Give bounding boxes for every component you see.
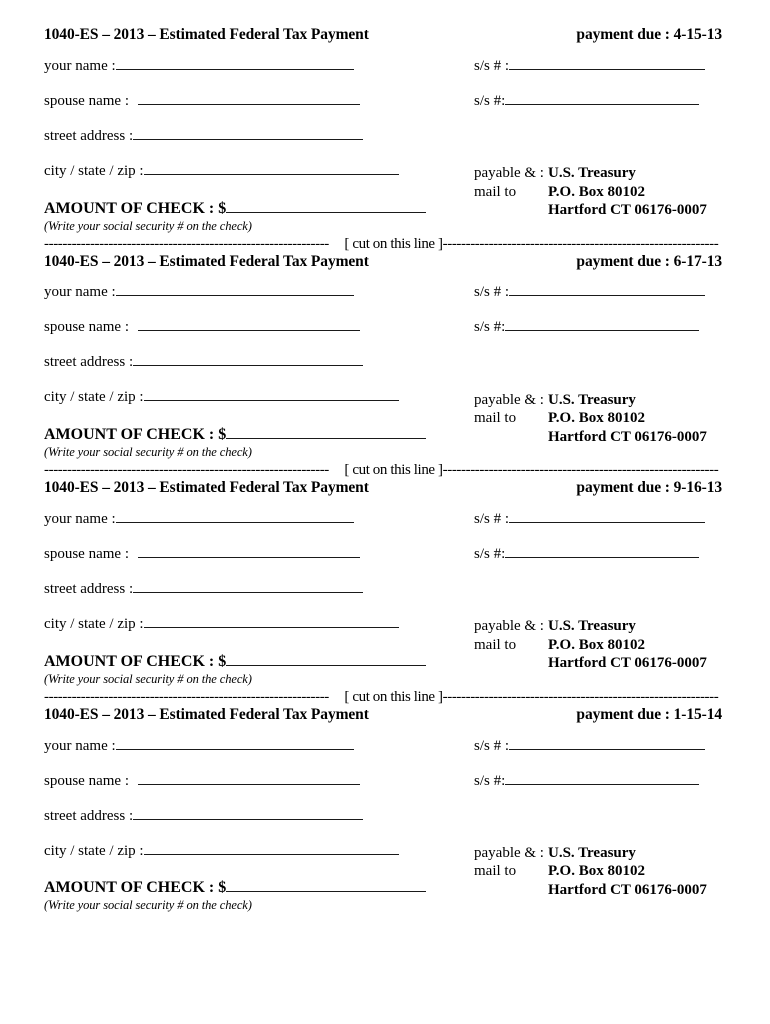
mail-to-line [474, 636, 707, 655]
ss-number-1-label: s/s # : [474, 57, 510, 74]
payee-po-box: P.O. Box 80102 [548, 410, 645, 427]
your-name-label: your name : [44, 284, 116, 301]
ss-number-1-label: s/s # : [474, 737, 510, 754]
payee-address-line [474, 881, 707, 900]
city-state-zip-field[interactable] [44, 388, 474, 407]
street-address-field[interactable] [44, 579, 474, 598]
street-address-label: street address : [44, 580, 134, 597]
city-state-zip-input[interactable] [144, 161, 399, 175]
street-address-input[interactable] [133, 579, 363, 593]
field-row-spouse-name [44, 318, 726, 353]
cut-dashes-right: ------------------------------------------------------------ [442, 688, 719, 705]
street-address-field[interactable] [44, 353, 474, 372]
voucher-section-4 [44, 706, 726, 914]
payee-address-spacer [474, 201, 548, 220]
cut-dashes-left: -------------------------------------------------------------- [44, 462, 329, 479]
street-address-input[interactable] [133, 353, 363, 367]
voucher-body [44, 736, 726, 914]
street-address-input[interactable] [133, 126, 363, 140]
voucher-section-3 [44, 479, 726, 706]
payable-mail-to-block [474, 617, 707, 673]
your-name-field[interactable] [44, 736, 474, 755]
mail-to-label: mail to [474, 636, 517, 653]
payee-city-state-zip: Hartford CT 06176-0007 [548, 881, 707, 898]
payee-address-spacer [474, 654, 548, 673]
ss-number-1-field[interactable] [474, 736, 705, 755]
form-title: 1040-ES – 2013 – Estimated Federal Tax Payment [44, 479, 369, 497]
field-row-your-name [44, 736, 726, 771]
payment-due-date: payment due : 6-17-13 [576, 252, 722, 270]
spouse-name-field[interactable] [44, 544, 474, 563]
voucher-body [44, 283, 726, 461]
field-row-your-name [44, 509, 726, 544]
voucher-section-2 [44, 253, 726, 480]
payee-name: U.S. Treasury [548, 391, 636, 408]
payee-po-box: P.O. Box 80102 [548, 863, 645, 880]
voucher-header [44, 253, 726, 271]
ss-number-2-label: s/s #: [474, 92, 506, 109]
payee-address-line [474, 428, 707, 447]
street-address-label: street address : [44, 807, 134, 824]
payee-city-state-zip: Hartford CT 06176-0007 [548, 655, 707, 672]
your-name-label: your name : [44, 57, 116, 74]
payment-due-date: payment due : 1-15-14 [576, 705, 722, 723]
field-row-spouse-name [44, 91, 726, 126]
street-address-field[interactable] [44, 806, 474, 825]
payable-line [474, 617, 707, 636]
ss-number-2-field[interactable] [474, 544, 699, 563]
amount-of-check-label: AMOUNT OF CHECK : $ [44, 652, 227, 670]
city-state-zip-field[interactable] [44, 841, 474, 860]
payable-line [474, 164, 707, 183]
ss-number-1-input[interactable] [509, 283, 705, 297]
ss-number-1-input[interactable] [509, 736, 705, 750]
social-security-note: (Write your social security # on the check) [44, 218, 252, 233]
cut-dashes-right: ------------------------------------------------------------ [442, 235, 719, 252]
field-row-spouse-name [44, 544, 726, 579]
payable-line [474, 844, 707, 863]
city-state-zip-label: city / state / zip : [44, 162, 144, 179]
field-row-your-name [44, 283, 726, 318]
ss-number-1-label: s/s # : [474, 510, 510, 527]
your-name-label: your name : [44, 737, 116, 754]
mail-to-line [474, 862, 707, 881]
ss-number-2-label: s/s #: [474, 772, 506, 789]
ss-number-2-input[interactable] [505, 771, 699, 785]
payable-mail-to-block [474, 391, 707, 447]
form-title: 1040-ES – 2013 – Estimated Federal Tax Payment [44, 26, 369, 43]
spouse-name-input[interactable] [138, 544, 360, 558]
ss-number-2-label: s/s #: [474, 319, 506, 336]
ss-number-1-label: s/s # : [474, 284, 510, 301]
payee-city-state-zip: Hartford CT 06176-0007 [548, 428, 707, 445]
amount-of-check-label: AMOUNT OF CHECK : $ [44, 879, 227, 897]
your-name-input[interactable] [116, 283, 354, 297]
payee-address-spacer [474, 428, 548, 447]
payable-to-label: payable & : [474, 391, 544, 408]
spouse-name-field[interactable] [44, 91, 474, 110]
payee-po-box: P.O. Box 80102 [548, 183, 645, 200]
spouse-name-input[interactable] [138, 771, 360, 785]
payable-to-label: payable & : [474, 165, 544, 181]
amount-of-check-input[interactable] [226, 198, 426, 213]
payee-city-state-zip: Hartford CT 06176-0007 [548, 202, 707, 218]
payable-line [474, 391, 707, 410]
spouse-name-label: spouse name : [44, 772, 133, 789]
amount-of-check-input[interactable] [226, 878, 426, 893]
city-state-zip-field[interactable] [44, 614, 474, 633]
ss-number-2-field[interactable] [474, 91, 699, 110]
cut-dashes-left: -------------------------------------------------------------- [44, 688, 329, 705]
ss-number-1-field[interactable] [474, 509, 705, 528]
your-name-input[interactable] [116, 56, 354, 70]
mail-to-line [474, 409, 707, 428]
payee-address-spacer [474, 881, 548, 900]
cut-line-label: [ cut on this line ] [344, 235, 443, 252]
ss-number-2-label: s/s #: [474, 545, 506, 562]
voucher-body [44, 509, 726, 687]
ss-number-2-input[interactable] [505, 318, 699, 332]
cut-line-label: [ cut on this line ] [344, 462, 443, 479]
city-state-zip-input[interactable] [144, 841, 399, 855]
payee-name: U.S. Treasury [548, 618, 636, 635]
payment-due-date: payment due : 9-16-13 [576, 479, 722, 497]
payee-address-line [474, 654, 707, 673]
ss-number-2-input[interactable] [505, 544, 699, 558]
payee-name: U.S. Treasury [548, 165, 636, 181]
street-address-field[interactable] [44, 126, 474, 145]
payable-to-label: payable & : [474, 618, 544, 635]
mail-to-label: mail to [474, 410, 517, 427]
field-row-your-name [44, 56, 726, 91]
amount-of-check-label: AMOUNT OF CHECK : $ [44, 199, 227, 217]
spouse-name-input[interactable] [138, 318, 360, 332]
payee-address-line [474, 201, 707, 220]
field-row-street-address [44, 126, 726, 161]
payment-due-date: payment due : 4-15-13 [576, 26, 722, 43]
ss-number-2-field[interactable] [474, 318, 699, 337]
cut-dashes-right: ------------------------------------------------------------ [442, 462, 719, 479]
your-name-input[interactable] [116, 509, 354, 523]
social-security-note: (Write your social security # on the check) [44, 445, 252, 460]
voucher-header [44, 479, 726, 497]
city-state-zip-label: city / state / zip : [44, 615, 144, 632]
cut-line-1 [44, 236, 726, 253]
spouse-name-label: spouse name : [44, 545, 133, 562]
street-address-input[interactable] [133, 806, 363, 820]
your-name-field[interactable] [44, 509, 474, 528]
ss-number-1-input[interactable] [509, 56, 705, 70]
spouse-name-field[interactable] [44, 318, 474, 337]
field-row-street-address [44, 579, 726, 614]
mail-to-label: mail to [474, 183, 517, 200]
voucher-header [44, 26, 726, 44]
payable-to-label: payable & : [474, 844, 544, 861]
field-row-street-address [44, 806, 726, 841]
your-name-input[interactable] [116, 736, 354, 750]
spouse-name-label: spouse name : [44, 319, 133, 336]
city-state-zip-input[interactable] [144, 614, 399, 628]
payee-name: U.S. Treasury [548, 844, 636, 861]
city-state-zip-label: city / state / zip : [44, 842, 144, 859]
cut-line-label: [ cut on this line ] [344, 688, 443, 705]
your-name-field[interactable] [44, 56, 474, 75]
city-state-zip-field[interactable] [44, 161, 474, 180]
spouse-name-label: spouse name : [44, 92, 133, 109]
voucher-section-1 [44, 26, 726, 253]
ss-number-2-input[interactable] [505, 91, 699, 105]
city-state-zip-input[interactable] [144, 388, 399, 402]
spouse-name-input[interactable] [138, 91, 360, 105]
voucher-header [44, 706, 726, 724]
your-name-label: your name : [44, 510, 116, 527]
street-address-label: street address : [44, 127, 134, 144]
cut-dashes-left: -------------------------------------------------------------- [44, 235, 329, 252]
spouse-name-field[interactable] [44, 771, 474, 790]
amount-of-check-input[interactable] [226, 651, 426, 666]
ss-number-1-input[interactable] [509, 509, 705, 523]
social-security-note: (Write your social security # on the check) [44, 671, 252, 686]
payable-mail-to-block [474, 164, 707, 220]
ss-number-2-field[interactable] [474, 771, 699, 790]
payee-po-box: P.O. Box 80102 [548, 636, 645, 653]
ss-number-1-field[interactable] [474, 283, 705, 302]
amount-of-check-input[interactable] [226, 425, 426, 440]
your-name-field[interactable] [44, 283, 474, 302]
form-title: 1040-ES – 2013 – Estimated Federal Tax Payment [44, 252, 369, 270]
mail-to-label: mail to [474, 863, 517, 880]
mail-to-line [474, 183, 707, 202]
cut-line-2 [44, 462, 726, 479]
payable-mail-to-block [474, 844, 707, 900]
amount-of-check-label: AMOUNT OF CHECK : $ [44, 426, 227, 444]
street-address-label: street address : [44, 354, 134, 371]
field-row-street-address [44, 353, 726, 388]
form-title: 1040-ES – 2013 – Estimated Federal Tax Payment [44, 705, 369, 723]
social-security-note: (Write your social security # on the check) [44, 898, 252, 913]
cut-line-3 [44, 689, 726, 706]
city-state-zip-label: city / state / zip : [44, 389, 144, 406]
voucher-body [44, 56, 726, 234]
field-row-spouse-name [44, 771, 726, 806]
ss-number-1-field[interactable] [474, 56, 705, 75]
